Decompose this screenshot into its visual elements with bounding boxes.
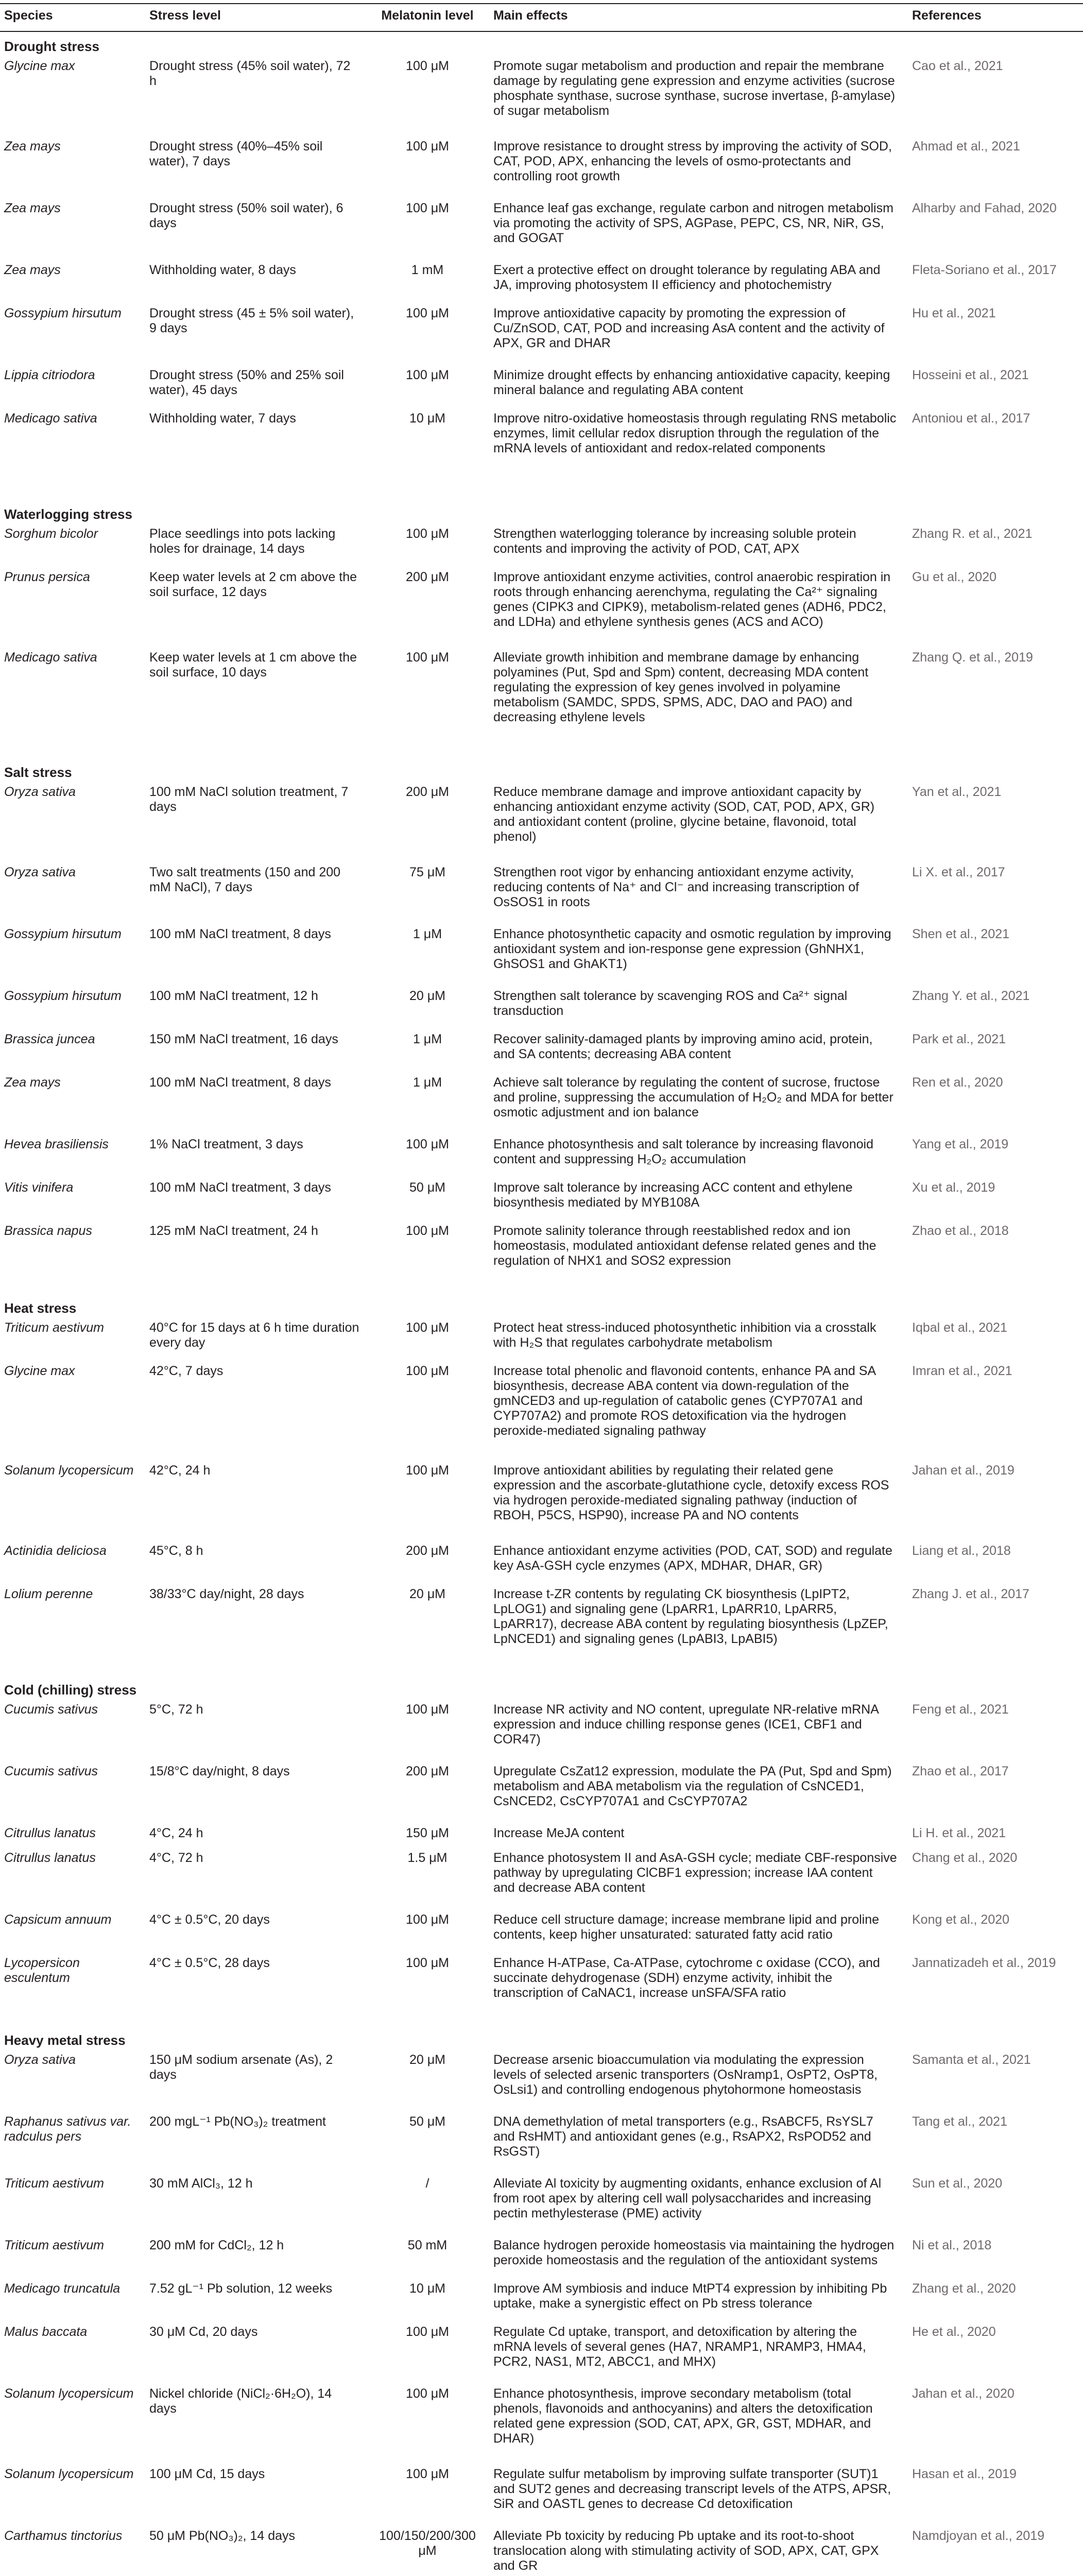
reference-cell: Yan et al., 2021 (912, 785, 1002, 799)
reference-cell: Jahan et al., 2020 (912, 2386, 1015, 2401)
species-cell: Medicago sativa (4, 650, 97, 665)
species-cell: Capsicum annuum (4, 1912, 112, 1927)
melatonin-level-cell: 100 μM (406, 59, 449, 73)
melatonin-level-cell: 10 μM (409, 2281, 445, 2296)
species-cell: Hevea brasiliensis (4, 1137, 109, 1151)
table-row (0, 59, 1083, 139)
main-effects-cell: Enhance H-ATPase, Ca-ATPase, cytochrome c oxidase (CCO), and succinate dehydrogenase (SDH) enzyme activity, inhibit the transcription of CaNAC1, increase unSFA/SFA ratio (493, 1956, 880, 2000)
main-effects-cell: Promote salinity tolerance through reestablished redox and ion homeostasis, modulated antioxidant defense related genes and the regulation of NHX1 and SOS2 expression (493, 1224, 876, 1268)
main-effects-cell: Upregulate CsZat12 expression, modulate the PA (Put, Spd and Spm) metabolism and ABA metabolism via the regulation of CsNCED1, CsNCED2, CsCYP707A1 and CsCYP707A2 (493, 1764, 892, 1808)
melatonin-level-cell: 100 μM (406, 650, 449, 665)
stress-level-cell: Place seedlings into pots lacking holes for drainage, 14 days (149, 527, 336, 556)
table-row (0, 1224, 1083, 1285)
top-rule (0, 3, 1083, 4)
reference-cell: Hosseini et al., 2021 (912, 368, 1029, 382)
section-title: Heat stress (4, 1300, 77, 1316)
main-effects-cell: Alleviate growth inhibition and membrane damage by enhancing polyamines (Put, Spd and Spm) content, decreasing MDA content regulating the expression of key genes involved in polyamine metabolism (SAMDC, SPDS, SPMS, ADC, DAO and PAO) and decreasing ethylene levels (493, 650, 869, 724)
melatonin-level-cell: 20 μM (409, 1587, 445, 1601)
melatonin-level-cell: 200 μM (406, 1764, 449, 1778)
melatonin-level-cell: 20 μM (409, 2053, 445, 2067)
species-cell: Raphanus sativus var. radculus pers (4, 2114, 131, 2144)
main-effects-cell: Increase NR activity and NO content, upregulate NR-relative mRNA expression and induce chilling response genes (ICE1, CBF1 and COR47) (493, 1702, 879, 1747)
reference-cell: Sun et al., 2020 (912, 2176, 1003, 2191)
melatonin-level-cell: 100 μM (406, 2386, 449, 2401)
stress-level-cell: 42°C, 7 days (149, 1364, 224, 1378)
table-row (0, 989, 1083, 1032)
species-cell: Solanum lycopersicum (4, 1463, 134, 1478)
melatonin-level-cell: 100 μM (406, 306, 449, 320)
main-effects-cell: Achieve salt tolerance by regulating the content of sucrose, fructose and proline, suppressing the accumulation of H₂O₂ and MDA for better osmotic adjustment and ion balance (493, 1075, 893, 1120)
table-row (0, 2238, 1083, 2281)
melatonin-level-cell: 1 μM (412, 927, 442, 941)
reference-cell: Xu et al., 2019 (912, 1180, 995, 1195)
melatonin-level-cell: 100 μM (406, 139, 449, 154)
reference-cell: Feng et al., 2021 (912, 1702, 1009, 1717)
melatonin-level-cell: 100 μM (406, 201, 449, 215)
species-cell: Solanum lycopersicum (4, 2467, 134, 2481)
table-row (0, 570, 1083, 650)
main-effects-cell: Improve antioxidative capacity by promoting the expression of Cu/ZnSOD, CAT, POD and increasing AsA content and the activity of APX, GR and DHAR (493, 306, 885, 350)
melatonin-level-cell: 100 μM (406, 1956, 449, 1970)
melatonin-level-cell: / (425, 2176, 429, 2191)
main-effects-cell: Enhance photosynthesis, improve secondary metabolism (total phenols, flavonoids and anthocyanins) and alters the detoxification related gene expression (SOD, CAT, APX, GR, GST, MDHAR, and DHAR) (493, 2386, 873, 2446)
main-effects-cell: Main effects (493, 8, 568, 23)
main-effects-cell: Recover salinity-damaged plants by improving amino acid, protein, and SA contents; decreasing ABA content (493, 1032, 873, 1061)
stress-level-cell: 50 μM Pb(NO₃)₂, 14 days (149, 2529, 295, 2543)
melatonin-level-cell: 200 μM (406, 785, 449, 799)
stress-level-cell: 30 μM Cd, 20 days (149, 2325, 258, 2339)
table-row (0, 263, 1083, 306)
table-row (0, 2114, 1083, 2176)
melatonin-level-cell: 200 μM (406, 1544, 449, 1558)
melatonin-level-cell: 100/150/200/300 μM (379, 2529, 476, 2558)
stress-level-cell: 5°C, 72 h (149, 1702, 203, 1717)
melatonin-level-cell: 50 mM (407, 2238, 448, 2252)
reference-cell: Antoniou et al., 2017 (912, 411, 1030, 426)
reference-cell: Li H. et al., 2021 (912, 1826, 1006, 1840)
species-cell: Medicago truncatula (4, 2281, 121, 2296)
table-row (0, 1544, 1083, 1587)
table-row (0, 306, 1083, 368)
species-cell: Gossypium hirsutum (4, 306, 122, 320)
reference-cell: Ren et al., 2020 (912, 1075, 1003, 1090)
reference-cell: Hasan et al., 2019 (912, 2467, 1017, 2481)
table-row (0, 1032, 1083, 1075)
melatonin-level-cell: 100 μM (406, 2467, 449, 2481)
species-cell: Oryza sativa (4, 785, 76, 799)
melatonin-level-cell: 50 μM (409, 2114, 445, 2129)
stress-level-cell: 38/33°C day/night, 28 days (149, 1587, 304, 1601)
species-cell: Sorghum bicolor (4, 527, 98, 541)
table-row (0, 1912, 1083, 1956)
table-row (0, 2467, 1083, 2529)
reference-cell: Samanta et al., 2021 (912, 2053, 1031, 2067)
melatonin-level-cell: 10 μM (409, 411, 445, 426)
species-cell: Glycine max (4, 1364, 75, 1378)
table-row (0, 1463, 1083, 1544)
stress-level-cell: 150 mM NaCl treatment, 16 days (149, 1032, 338, 1046)
reference-cell: Imran et al., 2021 (912, 1364, 1012, 1378)
stress-level-cell: 7.52 gL⁻¹ Pb solution, 12 weeks (149, 2281, 333, 2296)
stress-level-cell: 100 μM Cd, 15 days (149, 2467, 265, 2481)
stress-level-cell: 4°C ± 0.5°C, 20 days (149, 1912, 270, 1927)
species-cell: Triticum aestivum (4, 2238, 105, 2252)
section-title: Heavy metal stress (4, 2032, 126, 2048)
species-cell: Lolium perenne (4, 1587, 93, 1601)
melatonin-level-cell: 100 μM (406, 368, 449, 382)
species-cell: Zea mays (4, 139, 61, 154)
main-effects-cell: Regulate Cd uptake, transport, and detoxification by altering the mRNA levels of several genes (HA7, NRAMP1, NRAMP3, HMA4, PCR2, NAS1, MT2, ABCC1, and MHX) (493, 2325, 866, 2369)
stress-level-cell: Withholding water, 7 days (149, 411, 296, 426)
species-cell: Lippia citriodora (4, 368, 95, 382)
reference-cell: Hu et al., 2021 (912, 306, 996, 320)
melatonin-level-cell: 150 μM (406, 1826, 449, 1840)
section-title: Salt stress (4, 765, 72, 780)
table-row (0, 1364, 1083, 1463)
main-effects-cell: Enhance antioxidant enzyme activities (POD, CAT, SOD) and regulate key AsA-GSH cycle enzymes (APX, MDHAR, DHAR, GR) (493, 1544, 892, 1573)
table-row (0, 865, 1083, 927)
main-effects-cell: Reduce cell structure damage; increase membrane lipid and proline contents, keep higher unsaturated: saturated fatty acid ratio (493, 1912, 880, 1942)
species-cell: Triticum aestivum (4, 1320, 105, 1335)
main-effects-cell: Strengthen salt tolerance by scavenging ROS and Ca²⁺ signal transduction (493, 989, 848, 1018)
table-row (0, 527, 1083, 570)
stress-level-cell: Drought stress (45% soil water), 72 h (149, 59, 351, 88)
melatonin-level-cell: 100 μM (406, 1912, 449, 1927)
reference-cell: Park et al., 2021 (912, 1032, 1006, 1046)
main-effects-cell: Improve antioxidant enzyme activities, control anaerobic respiration in roots through enhancing aerenchyma, regulating the Ca²⁺ signaling genes (CIPK3 and CIPK9), metabolism-related genes (ADH6, PDC2, and LDHa) and ethylene synthesis genes (ACS and ACO) (493, 570, 891, 629)
species-cell: Malus baccata (4, 2325, 88, 2339)
reference-cell: Ahmad et al., 2021 (912, 139, 1020, 154)
stress-level-cell: Drought stress (50% soil water), 6 days (149, 201, 343, 230)
table-row (0, 1851, 1083, 1912)
section-title: Waterlogging stress (4, 506, 132, 522)
species-cell: Gossypium hirsutum (4, 927, 122, 941)
table-row (0, 927, 1083, 989)
main-effects-cell: Strengthen root vigor by enhancing antioxidant enzyme activity, reducing contents of Na⁺ and Cl⁻ and increasing transcription of OsSOS1 in roots (493, 865, 859, 909)
stress-level-cell: 200 mgL⁻¹ Pb(NO₃)₂ treatment (149, 2114, 326, 2129)
table-row (0, 1180, 1083, 1224)
stress-level-cell: Drought stress (40%–45% soil water), 7 days (149, 139, 323, 168)
main-effects-cell: Increase t-ZR contents by regulating CK biosynthesis (LpIPT2, LpLOG1) and signaling gene (LpARR1, LpARR10, LpARR5, LpARR17), decrease ABA content by regulating biosynthesis (LpZEP, LpNCED1) and signaling genes (LpABI3, LpABI5) (493, 1587, 888, 1646)
species-cell: Medicago sativa (4, 411, 97, 426)
table-row (0, 1764, 1083, 1826)
species-cell: Actinidia deliciosa (4, 1544, 107, 1558)
species-cell: Species (4, 8, 53, 23)
stress-level-cell: 4°C, 72 h (149, 1851, 203, 1865)
table-row (0, 650, 1083, 750)
species-cell: Prunus persica (4, 570, 90, 584)
stress-level-cell: 30 mM AlCl₃, 12 h (149, 2176, 253, 2191)
reference-cell: Jannatizadeh et al., 2019 (912, 1956, 1056, 1970)
melatonin-level-cell: 1 μM (412, 1075, 442, 1090)
species-cell: Oryza sativa (4, 865, 76, 879)
species-cell: Glycine max (4, 59, 75, 73)
melatonin-level-cell: 200 μM (406, 570, 449, 584)
main-effects-cell: Reduce membrane damage and improve antioxidant capacity by enhancing antioxidant enzyme activity (SOD, CAT, POD, APX, GR) and antioxidant content (proline, glycine betaine, flavonoid, total phenol) (493, 785, 875, 844)
main-effects-cell: Improve resistance to drought stress by improving the activity of SOD, CAT, POD, APX, enhancing the levels of osmo-protectants and controlling root growth (493, 139, 892, 183)
species-cell: Solanum lycopersicum (4, 2386, 134, 2401)
table-row (0, 1826, 1083, 1851)
stress-level-cell: 4°C ± 0.5°C, 28 days (149, 1956, 270, 1970)
main-effects-cell: Enhance photosynthesis and salt tolerance by increasing flavonoid content and suppressing H₂O₂ accumulation (493, 1137, 873, 1166)
section-title: Cold (chilling) stress (4, 1682, 137, 1698)
reference-cell: Iqbal et al., 2021 (912, 1320, 1007, 1335)
table-row (0, 2386, 1083, 2467)
stress-level-cell: Stress level (149, 8, 221, 23)
stress-level-cell: 4°C, 24 h (149, 1826, 203, 1840)
table-row (0, 1320, 1083, 1364)
melatonin-level-cell: 100 μM (406, 1702, 449, 1717)
melatonin-level-cell: 1 mM (411, 263, 444, 277)
reference-cell: Alharby and Fahad, 2020 (912, 201, 1057, 215)
main-effects-cell: Exert a protective effect on drought tolerance by regulating ABA and JA, improving photosystem II efficiency and photochemistry (493, 263, 881, 292)
reference-cell: Zhang et al., 2020 (912, 2281, 1016, 2296)
main-effects-cell: Protect heat stress-induced photosynthetic inhibition via a crosstalk with H₂S that regulates carbohydrate metabolism (493, 1320, 876, 1350)
table-row (0, 1137, 1083, 1180)
species-cell: Zea mays (4, 201, 61, 215)
melatonin-level-cell: 1 μM (412, 1032, 442, 1046)
reference-cell: Shen et al., 2021 (912, 927, 1010, 941)
species-cell: Lycopersicon esculentum (4, 1956, 80, 1985)
species-cell: Brassica juncea (4, 1032, 95, 1046)
stress-level-cell: 100 mM NaCl treatment, 8 days (149, 1075, 331, 1090)
reference-cell: Zhao et al., 2018 (912, 1224, 1009, 1238)
reference-cell: Kong et al., 2020 (912, 1912, 1010, 1927)
melatonin-level-cell: 100 μM (406, 2325, 449, 2339)
main-effects-cell: Enhance photosynthetic capacity and osmotic regulation by improving antioxidant system and ion-response gene expression (GhNHX1, GhSOS1 and GhAKT1) (493, 927, 891, 971)
melatonin-level-cell: 1.5 μM (407, 1851, 448, 1865)
reference-cell: Zhang J. et al., 2017 (912, 1587, 1029, 1601)
reference-cell: Zhang R. et al., 2021 (912, 527, 1033, 541)
species-cell: Zea mays (4, 263, 61, 277)
species-cell: Citrullus lanatus (4, 1826, 96, 1840)
melatonin-level-cell: 100 μM (406, 1364, 449, 1378)
stress-level-cell: 200 mM for CdCl₂, 12 h (149, 2238, 284, 2252)
section-title: Drought stress (4, 39, 99, 54)
table-row (0, 1587, 1083, 1667)
main-effects-cell: Increase total phenolic and flavonoid contents, enhance PA and SA biosynthesis, decrease ABA content via down-regulation of the gmNCED3 and up-regulation of catabolic genes (CYP707A1 and CYP707A2) and promote ROS detoxification via the hydrogen peroxide-mediated signaling pathway (493, 1364, 875, 1438)
table-row (0, 368, 1083, 411)
reference-cell: Zhang Y. et al., 2021 (912, 989, 1030, 1003)
melatonin-level-cell: 100 μM (406, 1463, 449, 1478)
reference-cell: Zhao et al., 2017 (912, 1764, 1009, 1778)
stress-level-cell: 100 mM NaCl treatment, 12 h (149, 989, 318, 1003)
table-row (0, 2176, 1083, 2238)
reference-cell: Gu et al., 2020 (912, 570, 997, 584)
reference-cell: Namdjoyan et al., 2019 (912, 2529, 1045, 2543)
main-effects-cell: DNA demethylation of metal transporters (e.g., RsABCF5, RsYSL7 and RsHMT) and antioxidant genes (e.g., RsAPX2, RsPOD52 and RsGST) (493, 2114, 873, 2159)
reference-cell: Liang et al., 2018 (912, 1544, 1011, 1558)
stress-level-cell: Drought stress (45 ± 5% soil water), 9 days (149, 306, 354, 335)
reference-cell: Ni et al., 2018 (912, 2238, 992, 2252)
table-row (0, 1702, 1083, 1764)
table-row (0, 785, 1083, 865)
stress-level-cell: 45°C, 8 h (149, 1544, 203, 1558)
melatonin-level-cell: 100 μM (406, 1137, 449, 1151)
main-effects-cell: Increase MeJA content (493, 1826, 625, 1840)
species-cell: Citrullus lanatus (4, 1851, 96, 1865)
species-cell: Carthamus tinctorius (4, 2529, 123, 2543)
header-rule (0, 31, 1083, 32)
species-cell: Cucumis sativus (4, 1702, 98, 1717)
table-row (0, 2281, 1083, 2325)
species-cell: Cucumis sativus (4, 1764, 98, 1778)
melatonin-level-cell: 50 μM (409, 1180, 445, 1195)
stress-level-cell: Keep water levels at 1 cm above the soil surface, 10 days (149, 650, 357, 680)
stress-level-cell: 40°C for 15 days at 6 h time duration every day (149, 1320, 359, 1350)
melatonin-level-cell: 75 μM (409, 865, 445, 879)
main-effects-cell: Regulate sulfur metabolism by improving sulfate transporter (SUT)1 and SUT2 genes and decreasing transcript levels of the ATPS, APSR, SiR and OASTL genes to decrease Cd detoxification (493, 2467, 891, 2511)
main-effects-cell: Strengthen waterlogging tolerance by increasing soluble protein contents and improving the activity of POD, CAT, APX (493, 527, 856, 556)
reference-cell: Fleta-Soriano et al., 2017 (912, 263, 1057, 277)
melatonin-level-cell: 100 μM (406, 1224, 449, 1238)
table-row (0, 1075, 1083, 1137)
stress-level-cell: 100 mM NaCl treatment, 3 days (149, 1180, 331, 1195)
stress-level-cell: 42°C, 24 h (149, 1463, 211, 1478)
stress-level-cell: Nickel chloride (NiCl₂·6H₂O), 14 days (149, 2386, 332, 2416)
table-row (0, 201, 1083, 263)
stress-level-cell: Withholding water, 8 days (149, 263, 296, 277)
reference-cell: References (912, 8, 982, 23)
species-cell: Vitis vinifera (4, 1180, 74, 1195)
stress-level-cell: 15/8°C day/night, 8 days (149, 1764, 290, 1778)
main-effects-cell: Decrease arsenic bioaccumulation via modulating the expression levels of selected arsenic transporters (OsNramp1, OsPT2, OsPT8, OsLsi1) and controlling endogenous phytohormone homeostasis (493, 2053, 878, 2097)
stress-level-cell: 1% NaCl treatment, 3 days (149, 1137, 303, 1151)
stress-level-cell: Drought stress (50% and 25% soil water), 45 days (149, 368, 344, 397)
main-effects-cell: Improve AM symbiosis and induce MtPT4 expression by inhibiting Pb uptake, make a synergistic effect on Pb stress tolerance (493, 2281, 887, 2311)
melatonin-level-cell: 100 μM (406, 527, 449, 541)
reference-cell: Yang et al., 2019 (912, 1137, 1009, 1151)
stress-level-cell: 100 mM NaCl solution treatment, 7 days (149, 785, 349, 814)
main-effects-cell: Minimize drought effects by enhancing antioxidative capacity, keeping mineral balance and regulating ABA content (493, 368, 890, 397)
reference-cell: Zhang Q. et al., 2019 (912, 650, 1033, 665)
main-effects-cell: Enhance photosystem II and AsA-GSH cycle; mediate CBF-responsive pathway by upregulating ClCBF1 expression; increase IAA content and decrease ABA content (493, 1851, 897, 1895)
stress-level-cell: 100 mM NaCl treatment, 8 days (149, 927, 331, 941)
stress-level-cell: 125 mM NaCl treatment, 24 h (149, 1224, 318, 1238)
species-cell: Gossypium hirsutum (4, 989, 122, 1003)
main-effects-cell: Improve nitro-oxidative homeostasis through regulating RNS metabolic enzymes, limit cellular redox disruption through the regulation of the mRNA levels of antioxidant and redox-related components (493, 411, 897, 455)
stress-level-cell: Two salt treatments (150 and 200 mM NaCl), 7 days (149, 865, 341, 894)
main-effects-cell: Improve salt tolerance by increasing ACC content and ethylene biosynthesis mediated by MYB108A (493, 1180, 853, 1210)
main-effects-cell: Balance hydrogen peroxide homeostasis via maintaining the hydrogen peroxide homeostasis and the regulation of the antioxidant systems (493, 2238, 895, 2267)
stress-level-cell: Keep water levels at 2 cm above the soil surface, 12 days (149, 570, 357, 599)
main-effects-cell: Alleviate Pb toxicity by reducing Pb uptake and its root-to-shoot translocation along with stimulating activity of SOD, APX, CAT, GPX and GR (493, 2529, 879, 2573)
species-cell: Brassica napus (4, 1224, 92, 1238)
main-effects-cell: Alleviate Al toxicity by augmenting oxidants, enhance exclusion of Al from root apex by altering cell wall polysaccharides and increasing pectin methylesterase (PME) activity (493, 2176, 882, 2221)
table-row (0, 411, 1083, 492)
melatonin-level-cell: Melatonin level (381, 8, 474, 23)
stress-level-cell: 150 μM sodium arsenate (As), 2 days (149, 2053, 333, 2082)
species-cell: Zea mays (4, 1075, 61, 1090)
reference-cell: Tang et al., 2021 (912, 2114, 1007, 2129)
species-cell: Oryza sativa (4, 2053, 76, 2067)
melatonin-level-cell: 20 μM (409, 989, 445, 1003)
reference-cell: He et al., 2020 (912, 2325, 996, 2339)
table-header (0, 8, 1083, 34)
melatonin-level-cell: 100 μM (406, 1320, 449, 1335)
reference-cell: Li X. et al., 2017 (912, 865, 1005, 879)
species-cell: Triticum aestivum (4, 2176, 105, 2191)
reference-cell: Chang et al., 2020 (912, 1851, 1018, 1865)
reference-cell: Cao et al., 2021 (912, 59, 1003, 73)
table-row (0, 2529, 1083, 2576)
main-effects-cell: Promote sugar metabolism and production and repair the membrane damage by regulating gene expression and enzyme activities (sucrose phosphate synthase, sucrose synthase, sucrose invertase, β-amylase) of sugar metabolism (493, 59, 896, 118)
table-row (0, 2325, 1083, 2386)
reference-cell: Jahan et al., 2019 (912, 1463, 1015, 1478)
table-row (0, 139, 1083, 201)
table-row (0, 1956, 1083, 2018)
table-row (0, 2053, 1083, 2114)
main-effects-cell: Improve antioxidant abilities by regulating their related gene expression and the ascorbate-glutathione cycle, detoxify excess ROS via hydrogen peroxide-mediated signaling pathway (induction of RBOH, P5CS, HSP90), increase PA and NO contents (493, 1463, 889, 1522)
main-effects-cell: Enhance leaf gas exchange, regulate carbon and nitrogen metabolism via promoting the activity of SPS, AGPase, PEPC, CS, NR, NiR, GS, and GOGAT (493, 201, 893, 245)
